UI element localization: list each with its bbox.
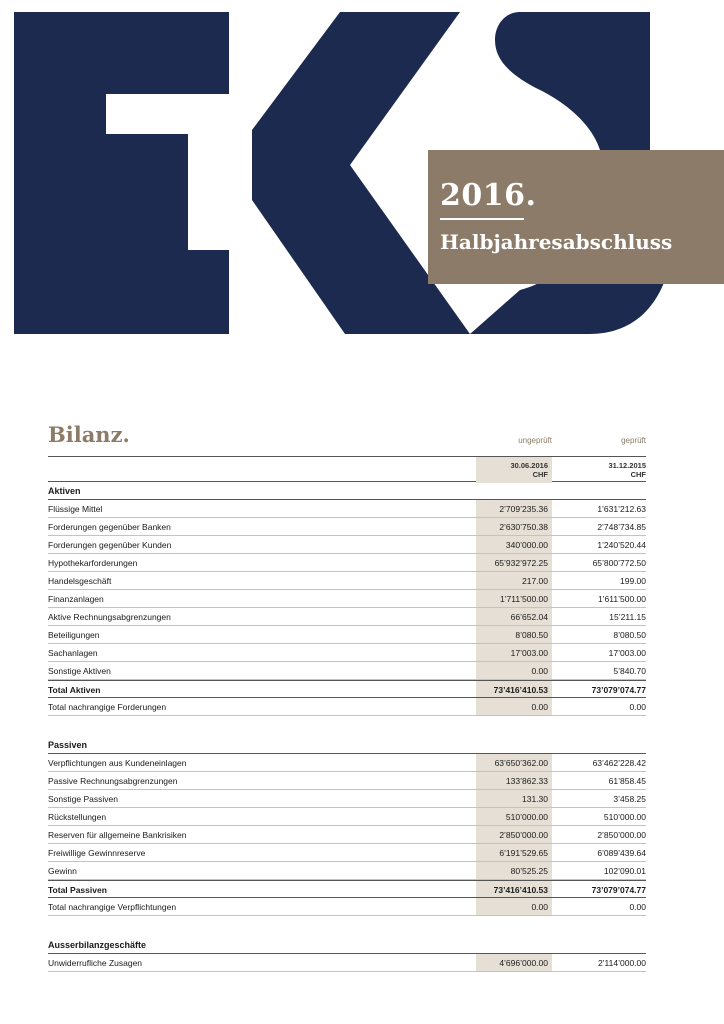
row-value-2016: 66’652.04 <box>510 612 548 622</box>
row-label: Total nachrangige Forderungen <box>48 702 167 712</box>
col1-date: 30.06.2016 <box>510 461 548 470</box>
table-row <box>48 662 646 680</box>
section-heading-ausserbilanz: Ausserbilanzgeschäfte <box>48 936 646 954</box>
row-value-2015: 1’240’520.44 <box>597 540 646 550</box>
total-row <box>48 880 646 898</box>
table-row <box>48 644 646 662</box>
col2-status: geprüft <box>621 436 646 445</box>
row-label: Finanzanlagen <box>48 594 104 604</box>
row-value-2016: 63’650’362.00 <box>494 758 548 768</box>
row-label: Beteiligungen <box>48 630 100 640</box>
row-value-2015: 61’858.45 <box>608 776 646 786</box>
row-value-2016: 131.30 <box>522 794 548 804</box>
row-value-2015: 1’611’500.00 <box>597 594 646 604</box>
row-value-2015: 15’211.15 <box>609 612 646 622</box>
title-banner <box>428 150 724 284</box>
row-value-2015: 17’003.00 <box>608 648 646 658</box>
row-value-2016: 2’709’235.36 <box>499 504 548 514</box>
col1-header <box>476 461 552 479</box>
row-label: Verpflichtungen aus Kundeneinlagen <box>48 758 187 768</box>
row-value-2016: 6’191’529.65 <box>499 848 548 858</box>
row-value-2016: 65’932’972.25 <box>494 558 548 568</box>
row-value-2015: 73’079’074.77 <box>591 885 646 895</box>
table-row <box>48 536 646 554</box>
row-value-2016: 17’003.00 <box>510 648 548 658</box>
report-subtitle: Halbjahresabschluss <box>440 230 673 254</box>
row-label: Total nachrangige Verpflichtungen <box>48 902 177 912</box>
row-value-2016: 217.00 <box>522 576 548 586</box>
balance-sheet-table <box>48 456 646 972</box>
row-value-2016: 73’416’410.53 <box>493 685 548 695</box>
row-value-2016: 80’525.25 <box>510 866 548 876</box>
row-label: Reserven für allgemeine Bankrisiken <box>48 830 187 840</box>
row-label: Freiwillige Gewinnreserve <box>48 848 146 858</box>
report-year: 2016. <box>440 178 537 213</box>
table-row <box>48 608 646 626</box>
row-value-2016: 340’000.00 <box>505 540 548 550</box>
row-value-2016: 510’000.00 <box>505 812 548 822</box>
row-label: Forderungen gegenüber Kunden <box>48 540 172 550</box>
row-value-2015: 2’748’734.85 <box>597 522 646 532</box>
row-value-2016: 0.00 <box>531 902 548 912</box>
row-label: Flüssige Mittel <box>48 504 103 514</box>
row-value-2015: 6’089’439.64 <box>597 848 646 858</box>
row-value-2015: 199.00 <box>620 576 646 586</box>
row-label: Hypothekarforderungen <box>48 558 138 568</box>
row-value-2015: 3’458.25 <box>613 794 646 804</box>
col1-currency: CHF <box>532 470 548 479</box>
row-value-2015: 5’840.70 <box>613 666 646 676</box>
row-label: Passive Rechnungsabgrenzungen <box>48 776 178 786</box>
row-label: Unwiderrufliche Zusagen <box>48 958 143 968</box>
row-value-2015: 102’090.01 <box>603 866 646 876</box>
table-row <box>48 698 646 716</box>
table-row <box>48 898 646 916</box>
row-value-2016: 2’630’750.38 <box>499 522 548 532</box>
row-label: Forderungen gegenüber Banken <box>48 522 171 532</box>
table-row <box>48 590 646 608</box>
table-row <box>48 772 646 790</box>
table-row <box>48 626 646 644</box>
table-row <box>48 518 646 536</box>
row-value-2016: 8’080.50 <box>515 630 548 640</box>
col2-currency: CHF <box>630 470 646 479</box>
section-heading-passiven: Passiven <box>48 736 646 754</box>
row-value-2015: 63’462’228.42 <box>592 758 646 768</box>
table-row <box>48 954 646 972</box>
col1-status: ungeprüft <box>518 436 552 445</box>
row-value-2015: 510’000.00 <box>603 812 646 822</box>
row-label: Gewinn <box>48 866 77 876</box>
row-value-2015: 2’850’000.00 <box>597 830 646 840</box>
title-rule <box>440 218 524 220</box>
section-gap <box>48 716 646 736</box>
col2-date: 31.12.2015 <box>608 461 646 470</box>
section-gap <box>48 916 646 936</box>
row-value-2016: 0.00 <box>531 666 548 676</box>
row-value-2015: 0.00 <box>629 702 646 712</box>
row-label: Handelsgeschäft <box>48 576 112 586</box>
table-row <box>48 790 646 808</box>
row-value-2015: 8’080.50 <box>613 630 646 640</box>
table-header <box>48 456 646 482</box>
col2-header <box>570 461 646 479</box>
row-label: Total Passiven <box>48 885 107 895</box>
table-body <box>48 482 646 972</box>
row-label: Total Aktiven <box>48 685 101 695</box>
row-value-2015: 65’800’772.50 <box>592 558 646 568</box>
row-value-2015: 0.00 <box>629 902 646 912</box>
row-value-2016: 1’711’500.00 <box>499 594 548 604</box>
row-value-2016: 2’850’000.00 <box>499 830 548 840</box>
row-label: Sachanlagen <box>48 648 98 658</box>
table-row <box>48 554 646 572</box>
row-value-2015: 2’114’000.00 <box>597 958 646 968</box>
table-row <box>48 754 646 772</box>
table-row <box>48 862 646 880</box>
row-value-2016: 4’696’000.00 <box>499 958 548 968</box>
row-label: Aktive Rechnungsabgrenzungen <box>48 612 171 622</box>
bilanz-heading: Bilanz. <box>48 422 130 447</box>
table-row <box>48 826 646 844</box>
row-label: Sonstige Passiven <box>48 794 118 804</box>
total-row <box>48 680 646 698</box>
row-value-2015: 1’631’212.63 <box>597 504 646 514</box>
row-label: Rückstellungen <box>48 812 107 822</box>
row-value-2016: 73’416’410.53 <box>493 885 548 895</box>
table-row <box>48 572 646 590</box>
row-value-2015: 73’079’074.77 <box>591 685 646 695</box>
table-row <box>48 500 646 518</box>
row-value-2016: 133’862.33 <box>505 776 548 786</box>
table-row <box>48 808 646 826</box>
section-heading-aktiven: Aktiven <box>48 482 646 500</box>
row-value-2016: 0.00 <box>531 702 548 712</box>
table-row <box>48 844 646 862</box>
row-label: Sonstige Aktiven <box>48 666 111 676</box>
